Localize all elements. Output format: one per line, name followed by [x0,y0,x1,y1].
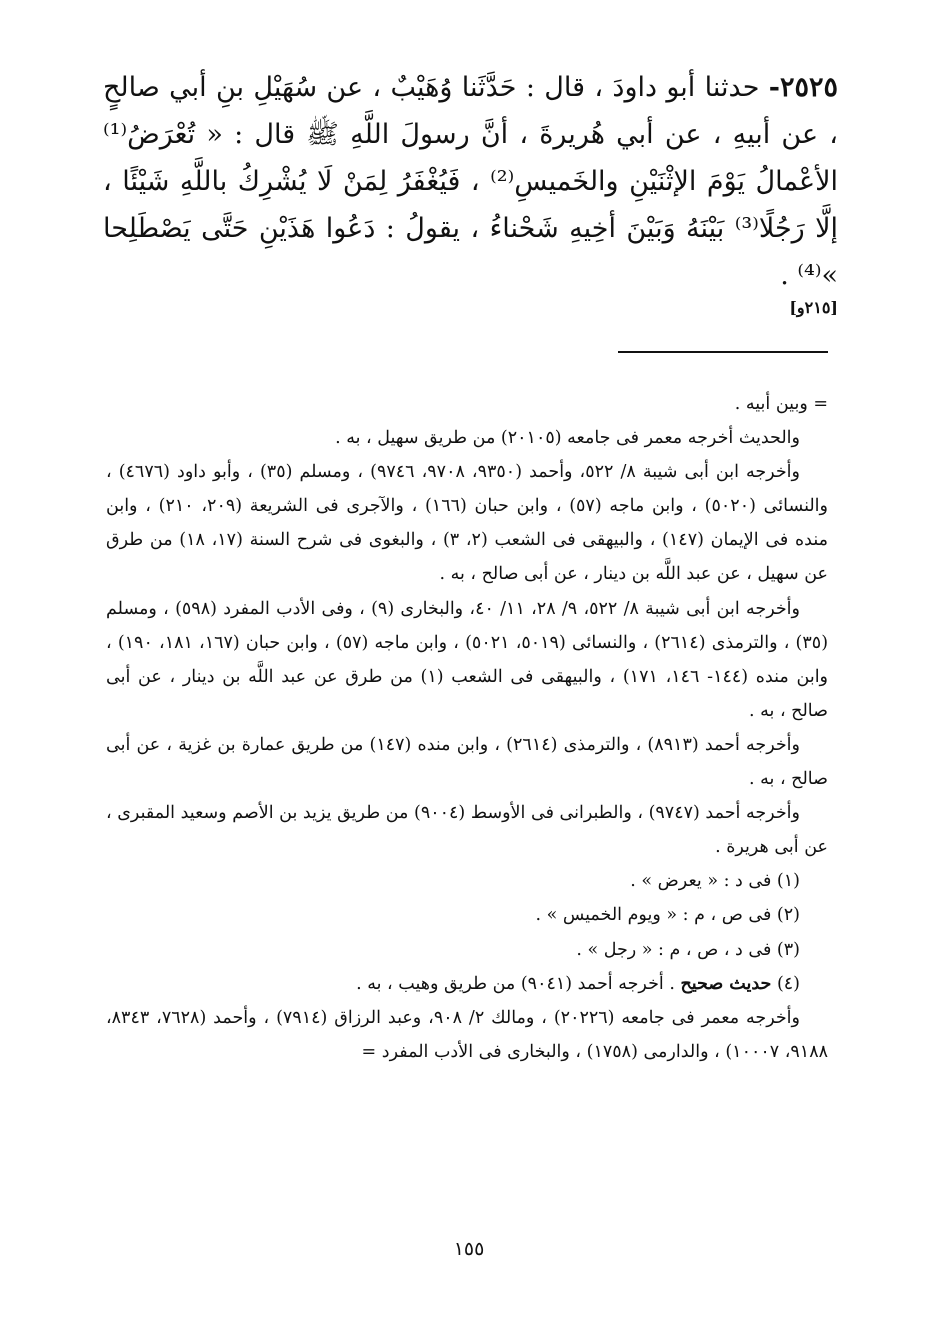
footnote-2: (٢) فى ص ، م : « ويوم الخميس » . [535,905,800,926]
hadith-paragraph [103,64,838,299]
takhrij-paragraph-final: وأخرجه معمر فى جامعه (٢٠٢٢٦) ، ومالك ٢/ ٩٠٨، وعبد الرزاق (٧٩١٤) ، وأحمد (٧٦٢٨، ٨٣٤٣، ٩١٨٨، ١٠٠٠٧) ، والدارمى (١٧٥٨) ، والبخارى فى الأدب المفرد = [106,1007,828,1062]
folio-marker: [٢١٥و] [789,298,838,317]
footnote-3: (٣) فى د ، ص ، م : « رجل » . [576,939,800,960]
takhrij-paragraph: وأخرجه أحمد (٨٩١٣) ، والترمذى (٢٦١٤) ، وابن منده (١٤٧) من طريق عمارة بن غزية ، عن أبى صالح ، به . [106,734,828,790]
footnote-4-text: . أخرجه أحمد (٩٠٤١) من طريق وهيب ، به . [356,973,675,994]
footnote-1: (١) فى د : « يعرض » . [630,871,800,892]
hadith-block [103,64,838,299]
takhrij-paragraph: وأخرجه أحمد (٩٧٤٧) ، والطبرانى فى الأوسط (٩٠٠٤) من طريق يزيد بن الأصم وسعيد المقبرى ، عن أبى هريرة . [106,803,828,858]
hadith-number: ٢٥٢٥- [768,72,838,103]
takhrij-paragraph: وأخرجه ابن أبى شيبة ٨/ ٥٢٢، ٩/ ٢٨، ١١/ ٤٠، والبخارى (٩) ، وفى الأدب المفرد (٥٩٨) ، ومسلم (٣٥) ، والترمذى (٢٦١٤) ، والنسائى (٥٠١٩، ٥٠٢١) ، وابن ماجه (٥٧) ، وابن حبان (١٦٧، ١٨١، ١٩٠) ، وابن منده (١٤٤- ١٤٦، ١٧١) ، والبيهقى فى الشعب (١) من طرق عن عبد اللَّه بن دينار ، عن أبى صالح ، به . [106,598,829,721]
page-number: ١٥٥ [453,1238,485,1260]
footnote-4-grading: حديث صحيح [680,973,772,994]
footnotes-section [106,387,828,1069]
hadith-text: حدثنا أبو داودَ ، قال : حَدَّثَنا وُهَيْبٌ ، عن سُهَيْلِ بنِ أبي صالحٍ ، عن أبيهِ ، عن أبي هُريرةَ ، أنَّ رسولَ اللَّهِ ﷺ قال : « تُعْرَضُ⁽¹⁾ الأعْمالُ يَوْمَ الإثْنَيْنِ والخَميسِ⁽²⁾ ، فَيُغْفَرُ لِمَنْ لَا يُشْرِكُ باللَّهِ شَيْئًا ، إلَّا رَجُلًا⁽³⁾ بَيْنَهُ وَبَيْنَ أخِيهِ شَحْناءُ ، يقولُ : دَعُوا هَذَيْنِ حَتَّى يَصْطَلِحا »⁽⁴⁾ . [103,72,839,291]
takhrij-paragraph: وأخرجه ابن أبى شيبة ٨/ ٥٢٢، وأحمد (٩٣٥٠، ٩٧٠٨، ٩٧٤٦) ، ومسلم (٣٥) ، وأبو داود (٤٦٧٦) ، والنسائى (٥٠٢٠) ، وابن ماجه (٥٧) ، وابن حبان (١٦٦) ، والآجرى فى الشريعة (٢٠٩، ٢١٠) ، وابن منده فى الإيمان (١٤٧) ، والبيهقى فى الشعب (٢، ٣) ، والبغوى فى شرح السنة (١٧، ١٨) من طرق عن سهيل ، عن عبد اللَّه بن دينار ، عن أبى صالح ، به . [106,462,829,585]
footnote-separator [618,351,828,353]
footnote-4-number: (٤) [776,973,800,994]
takhrij-paragraph: والحديث أخرجه معمر فى جامعه (٢٠١٠٥) من طريق سهيل ، به . [335,428,800,449]
footnote-4 [106,967,828,1001]
continuation-note: = وبين أبيه . [734,394,828,414]
